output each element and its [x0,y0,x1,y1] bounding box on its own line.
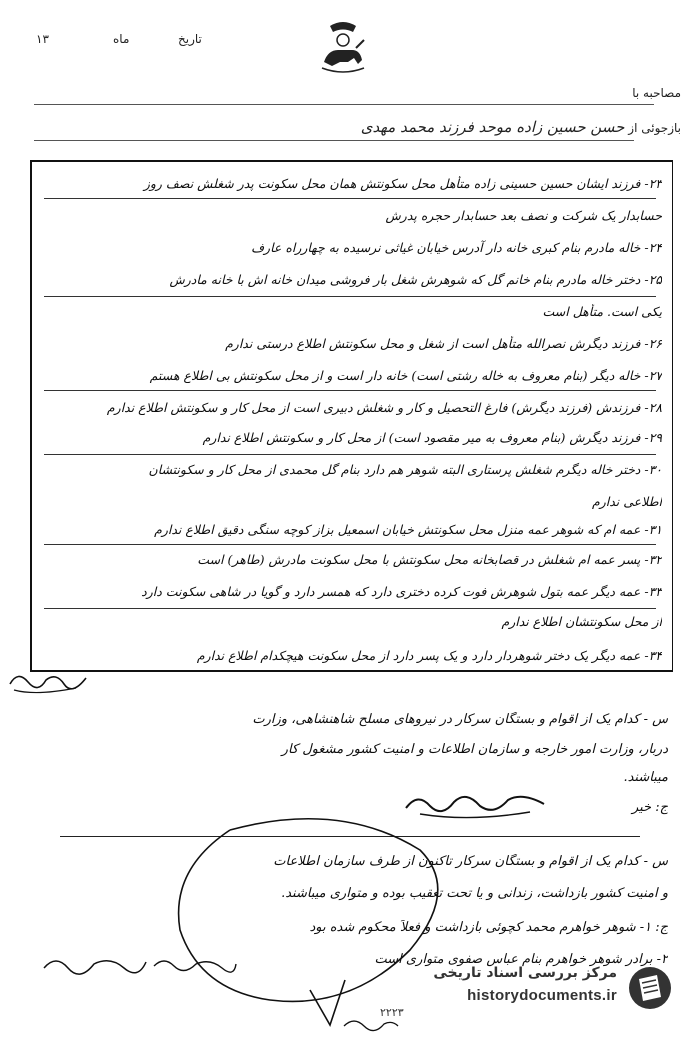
interrogation-row [281,118,681,136]
bottom-signature [40,950,150,980]
archive-logo-icon [627,965,673,1011]
box-line: ۲۴- خاله مادرم بنام کبری خانه دار آدرس خیابان غیاثی نرسیده به چهارراه عارف [251,240,662,255]
interrogation-rule [34,140,634,141]
box-line: ۲۸- فرزندش (فرزند دیگرش) فارغ التحصیل و کار و شغلش دبیری است از محل کار و سکونتش اطلاع ندارم [106,400,662,415]
interrogation-subject: حسن حسین زاده موحد فرزند محمد مهدی [360,118,625,136]
watermark-text-fa: مرکز بررسی اسناد تاریخی [433,965,617,981]
box-line: ۳۰- دختر خاله دیگرم شغلش پرستاری البته شوهر هم دارد بنام گل محمدی از محل کار و سکونتشان [148,462,662,477]
question-line: میباشند. [623,770,668,785]
box-line: ۲۷- خاله دیگر (بنام معروف به خاله رشتی است) خانه دار است و از محل سکونتش بی اطلاع هستم [149,368,662,383]
interview-rule [34,104,654,105]
question-line: و امنیت کشور بازداشت، زندانی و یا تحت تعقیب بوده و متواری میباشند. [281,886,668,901]
box-line: ۲۳- فرزند ایشان حسین حسینی زاده متأهل محل سکونتش همان محل سکونت پدر شغلش نصف روز [143,176,662,191]
month-label: ماه [113,32,130,46]
box-line: از محل سکونتشان اطلاع ندارم [501,614,662,629]
question-line: س - کدام یک از اقوام و بستگان سرکار در نیروهای مسلح شاهنشاهی، وزارت [252,712,668,727]
box-line: ۲۹- فرزند دیگرش (بنام معروف به میر مقصود است) از محل کار و سکونتش اطلاع ندارم [202,430,662,445]
box-underline [44,454,656,455]
box-line: ۳۳- عمه دیگر عمه بتول شوهرش فوت کرده دختری دارد که همسر دارد و گویا در شاهی سکونت دارد [141,584,662,599]
watermark [399,963,679,1015]
box-line: ۳۲- پسر عمه ام شغلش در قصابخانه محل سکونتش با محل سکونت مادرش (طاهر) است [197,552,662,567]
interview-label: مصاحبه با [632,86,681,100]
watermark-url: historydocuments.ir [467,987,617,1004]
answer-line: ۲- برادر شوهر خواهرم بنام عباس صفوی متواری است [374,952,668,967]
page-number: ۲۲۲۳ [380,1006,404,1019]
question-line: س - کدام یک از اقوام و بستگان سرکار تاکنون از طرف سازمان اطلاعات [273,854,668,869]
left-signature-scribble [6,666,92,698]
box-line: ۲۶- فرزند دیگرش نصرالله متأهل است از شغل و محل سکونتش اطلاع درستی ندارم [225,336,662,351]
box-underline [44,296,656,297]
box-line: اطلاعی ندارم [591,494,662,509]
bottom-signature-2 [150,950,240,980]
box-underline [44,390,656,391]
box-underline [44,544,656,545]
box-underline [44,608,656,609]
answer-line: ج: خیر [631,800,668,815]
box-line: ۲۵- دختر خاله مادرم بنام خانم گل که شوهرش شغل بار فروشی میدان خانه اش با خانه مادرش [169,272,662,287]
lion-and-sun-emblem-icon [312,18,374,74]
box-line: ۳۱- عمه ام که شوهر عمه منزل محل سکونتش خیابان اسمعیل بزاز کوچه سنگی دقیق اطلاع ندارم [154,522,662,537]
question-line: دربار، وزارت امور خارجه و سازمان اطلاعات و امنیت کشور مشغول کار [281,742,668,757]
date-label: تاریخ [178,32,202,46]
box-line: حسابدار یک شرکت و نصف بعد حسابدار حجره پدرش [385,208,662,223]
interrogation-prefix: بازجوئی از [628,121,681,135]
year-suffix: ۱۳ [36,32,49,46]
box-line: یکی است. متأهل است [542,304,662,319]
answer-line: ج: ۱- شوهر خواهرم محمد کچوئی بازداشت و فعلاً محکوم شده بود [309,920,668,935]
box-underline [44,198,656,199]
box-line: ۳۴- عمه دیگر یک دختر شوهردار دارد و یک پسر دارد از محل سکونت هیچکدام اطلاع ندارم [196,648,662,663]
